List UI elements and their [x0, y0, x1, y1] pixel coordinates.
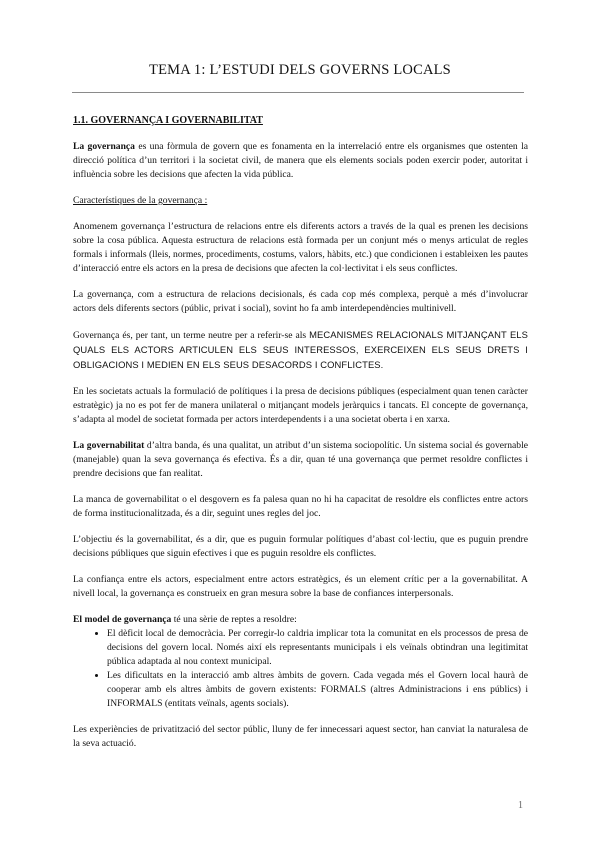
paragraph-text: es una fòrmula de govern que es fonamenta en la interrelació entre els organismes que ostenten la direcció política d’un territori i la societat civil, de manera que els elements socials poden exercir poder, autoritat i influència sobre les decisions que afecten la vida pública. — [73, 141, 528, 180]
caps-definition: MECANISMES RELACIONALS MITJANÇANT ELS QUALS ELS ACTORS ARTICULEN ELS SEUS INTERESSOS, EXERCEIXEN ELS SEUS DRETS I OBLIGACIONS I MEDIEN EN ELS SEUS DESACORDS I CONFLICTES. — [73, 329, 528, 370]
term-governabilitat: La governabilitat — [73, 440, 145, 451]
reptes-list — [73, 627, 528, 711]
page-title: TEMA 1: L’ESTUDI DELS GOVERNS LOCALS — [149, 62, 451, 78]
paragraph-complexitat: La governança, com a estructura de relacions decisionals, és cada cop més complexa, perquè a més d’involucrar actors dels diferents sectors (públic, privat i social), sovint ho fa amb interdependències multinivell. — [73, 289, 528, 314]
paragraph-manca-governabilitat: La manca de governabilitat o el desgovern es fa palesa quan no hi ha capacitat de resoldre els conflictes entre actors de forma institucionalitzada, és a dir, seguint unes regles del joc. — [73, 494, 528, 519]
paragraph-societats-actuals: En les societats actuals la formulació de polítiques i la presa de decisions públiques (especialment quan tenen caràcter estratègic) ja no es pot fer de manera unilateral o mitjançant models jeràrquics i tancats. El concepte de governança, s’adapta al model de societat formada per actors interdependents i a una societat oberta i en xarxa. — [73, 386, 528, 425]
paragraph-governanca-definition — [73, 140, 528, 182]
paragraph-text: d’altra banda, és una qualitat, un atribut d’un sistema sociopolític. Un sistema social és governable (manejable) quan la seva governança és efectiva. És a dir, quan té una governança que permet resoldre conflictes i prendre decisions que fan realitat. — [73, 440, 529, 479]
paragraph-estructura: Anomenem governança l’estructura de relacions entre els diferents actors a través de la qual es prenen les decisions sobre la cosa pública. Aquesta estructura de relacions està formada per un conjunt més o menys articulat de regles formals i informals (lleis, normes, procediments, costums, valors, hàbits, etc.) que condicionen i estableixen les pautes d’interacció entre els actors en la presa de decisions que afecten la col·lectivitat i els seus conflictes. — [73, 221, 528, 274]
document-body — [73, 114, 528, 763]
paragraph-privatitzacio: Les experiències de privatització del sector públic, lluny de fer innecessari aquest sector, han canviat la naturalesa de la seva actuació. — [73, 724, 528, 749]
list-item: • El dèficit local de democràcia. Per corregir-lo caldria implicar tota la comunitat en els processos de presa de decisions del govern local. Només així els representants municipals i els veïnals obtindran una legitimitat pública adaptada al nou context municipal. — [107, 627, 528, 669]
term-governanca: La governança — [73, 141, 135, 152]
term-model-governanca: El model de governança — [73, 614, 172, 625]
section-heading: 1.1. GOVERNANÇA I GOVERNABILITAT — [73, 115, 263, 126]
paragraph-text: Governança és, per tant, un terme neutre per a referir-se als — [73, 330, 310, 341]
paragraph-text: té una sèrie de reptes a resoldre: — [171, 614, 297, 625]
subheading-caracteristiques: Característiques de la governança : — [73, 195, 208, 206]
title-divider — [72, 92, 524, 93]
paragraph-governabilitat — [73, 439, 528, 481]
paragraph-mecanismes — [73, 328, 528, 373]
page-number: 1 — [518, 800, 523, 811]
paragraph-confianca: La confiança entre els actors, especialment entre actors estratègics, és un element crític per a la governabilitat. A nivell local, la governança es construeix en gran mesura sobre la base de confiances interpersonals. — [73, 574, 528, 599]
list-item: • Les dificultats en la interacció amb altres àmbits de govern. Cada vegada més el Govern local haurà de cooperar amb els altres àmbits de govern existents: FORMALS (altres Administracions i ens públics) i INFORMALS (entitats veïnals, agents socials). — [107, 669, 528, 711]
paragraph-objectiu: L’objectiu és la governabilitat, és a dir, que es puguin formular polítiques d’abast col·lectiu, que es puguin prendre decisions públiques que siguin efectives i que es puguin resoldre els conflictes. — [73, 534, 528, 559]
paragraph-reptes — [73, 613, 528, 627]
